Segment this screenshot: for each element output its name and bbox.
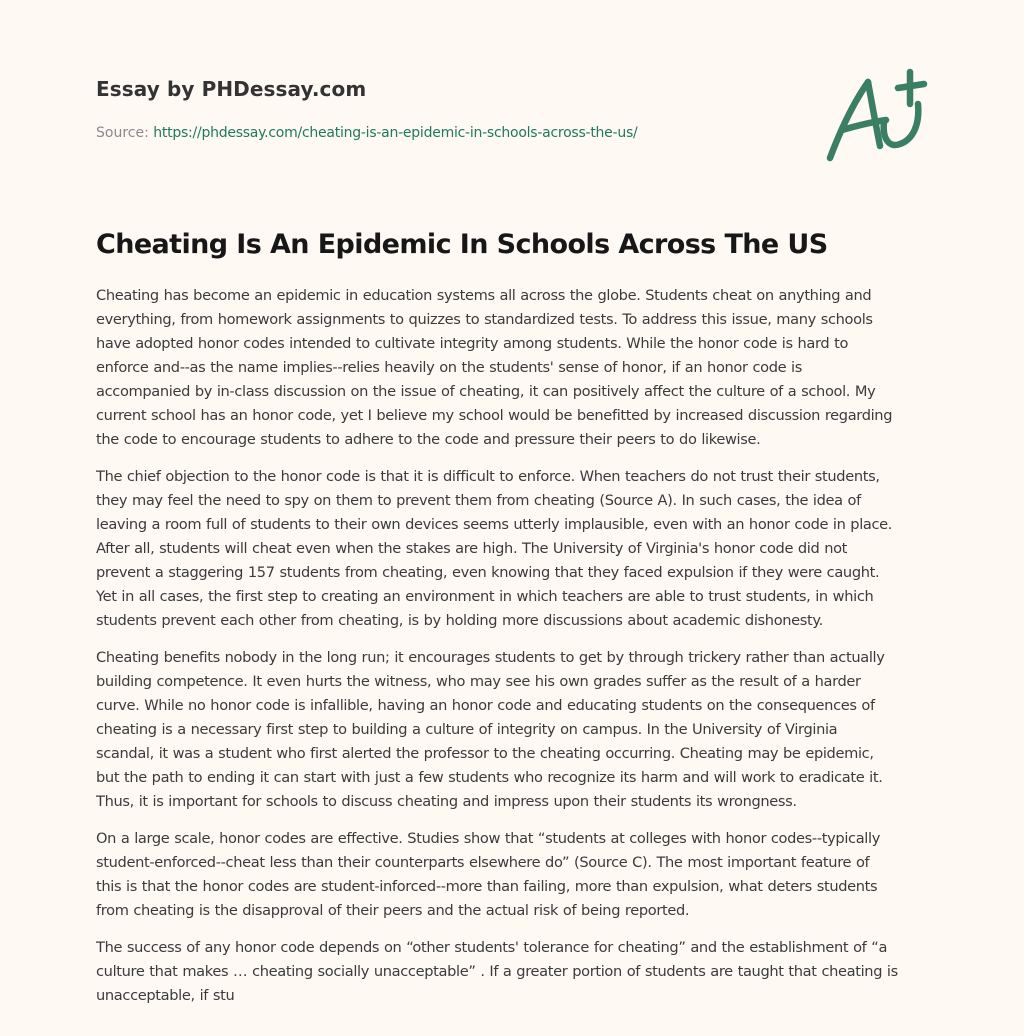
text-line: students prevent each other from cheating, is by holding more discussions about academic dishonesty. [96, 612, 823, 629]
text-line: student-enforced--cheat less than their counterparts elsewhere do” (Source C). The most important feature of [96, 854, 870, 871]
text-line: everything, from homework assignments to quizzes to standardized tests. To address this issue, many schools [96, 311, 873, 328]
text-line: enforce and--as the name implies--relies heavily on the students' sense of honor, if an honor code is [96, 359, 802, 376]
text-line: they may feel the need to spy on them to prevent them from cheating (Source A). In such cases, the idea of [96, 492, 861, 509]
text-line: The success of any honor code depends on “other students' tolerance for cheating” and the establishment of “a [96, 939, 888, 956]
paragraph [96, 465, 932, 633]
text-line: this is that the honor codes are student-inforced--more than failing, more than expulsion, what deters students [96, 878, 878, 895]
source-label: Source: [96, 125, 154, 141]
text-line: curve. While no honor code is infallible, having an honor code and educating students on the consequences of [96, 697, 875, 714]
source-line [96, 124, 796, 142]
paragraph [96, 284, 932, 452]
text-line: Cheating has become an epidemic in education systems all across the globe. Students cheat on anything and [96, 287, 872, 304]
text-line: have adopted honor codes intended to cultivate integrity among students. While the honor code is hard to [96, 335, 849, 352]
text-line: prevent a staggering 157 students from cheating, even knowing that they faced expulsion if they were caught. [96, 564, 880, 581]
text-line: but the path to ending it can start with just a few students who recognize its harm and will work to eradicate it. [96, 769, 883, 786]
text-line: Yet in all cases, the first step to creating an environment in which teachers are able to trust students, in which [96, 588, 874, 605]
a-plus-grade-icon [820, 64, 930, 166]
text-line: Cheating benefits nobody in the long run; it encourages students to get by through trickery rather than actually [96, 649, 885, 666]
source-link[interactable]: https://phdessay.com/cheating-is-an-epidemic-in-schools-across-the-us/ [153, 125, 638, 141]
text-line: On a large scale, honor codes are effective. Studies show that “students at colleges with honor codes--typically [96, 830, 880, 847]
article-body [96, 284, 932, 1021]
text-line: The chief objection to the honor code is that it is difficult to enforce. When teachers do not trust their students, [96, 468, 880, 485]
text-line: current school has an honor code, yet I believe my school would be benefitted by increased discussion regarding [96, 407, 893, 424]
essay-header [96, 74, 796, 142]
text-line: leaving a room full of students to their own devices seems utterly implausible, even with an honor code in place. [96, 516, 893, 533]
brand-title: Essay by PHDessay.com [96, 77, 367, 101]
text-line: scandal, it was a student who first alerted the professor to the cheating occurring. Cheating may be epidemic, [96, 745, 874, 762]
text-line: unacceptable, if stu [96, 987, 235, 1004]
text-line: building competence. It even hurts the witness, who may see his own grades suffer as the result of a harder [96, 673, 861, 690]
text-line: culture that makes … cheating socially unacceptable” . If a greater portion of students are taught that cheating is [96, 963, 898, 980]
paragraph [96, 646, 932, 814]
text-line: cheating is a necessary first step to building a culture of integrity on campus. In the University of Virginia [96, 721, 838, 738]
text-line: the code to encourage students to adhere to the code and pressure their peers to do likewise. [96, 431, 761, 448]
paragraph [96, 936, 932, 1008]
text-line: After all, students will cheat even when the stakes are high. The University of Virginia's honor code did not [96, 540, 848, 557]
text-line: accompanied by in-class discussion on the issue of cheating, it can positively affect the culture of a school. My [96, 383, 876, 400]
text-line: Thus, it is important for schools to discuss cheating and impress upon their students its wrongness. [96, 793, 797, 810]
paragraph [96, 827, 932, 923]
text-line: from cheating is the disapproval of their peers and the actual risk of being reported. [96, 902, 690, 919]
article-title: Cheating Is An Epidemic In Schools Across The US [96, 229, 828, 260]
